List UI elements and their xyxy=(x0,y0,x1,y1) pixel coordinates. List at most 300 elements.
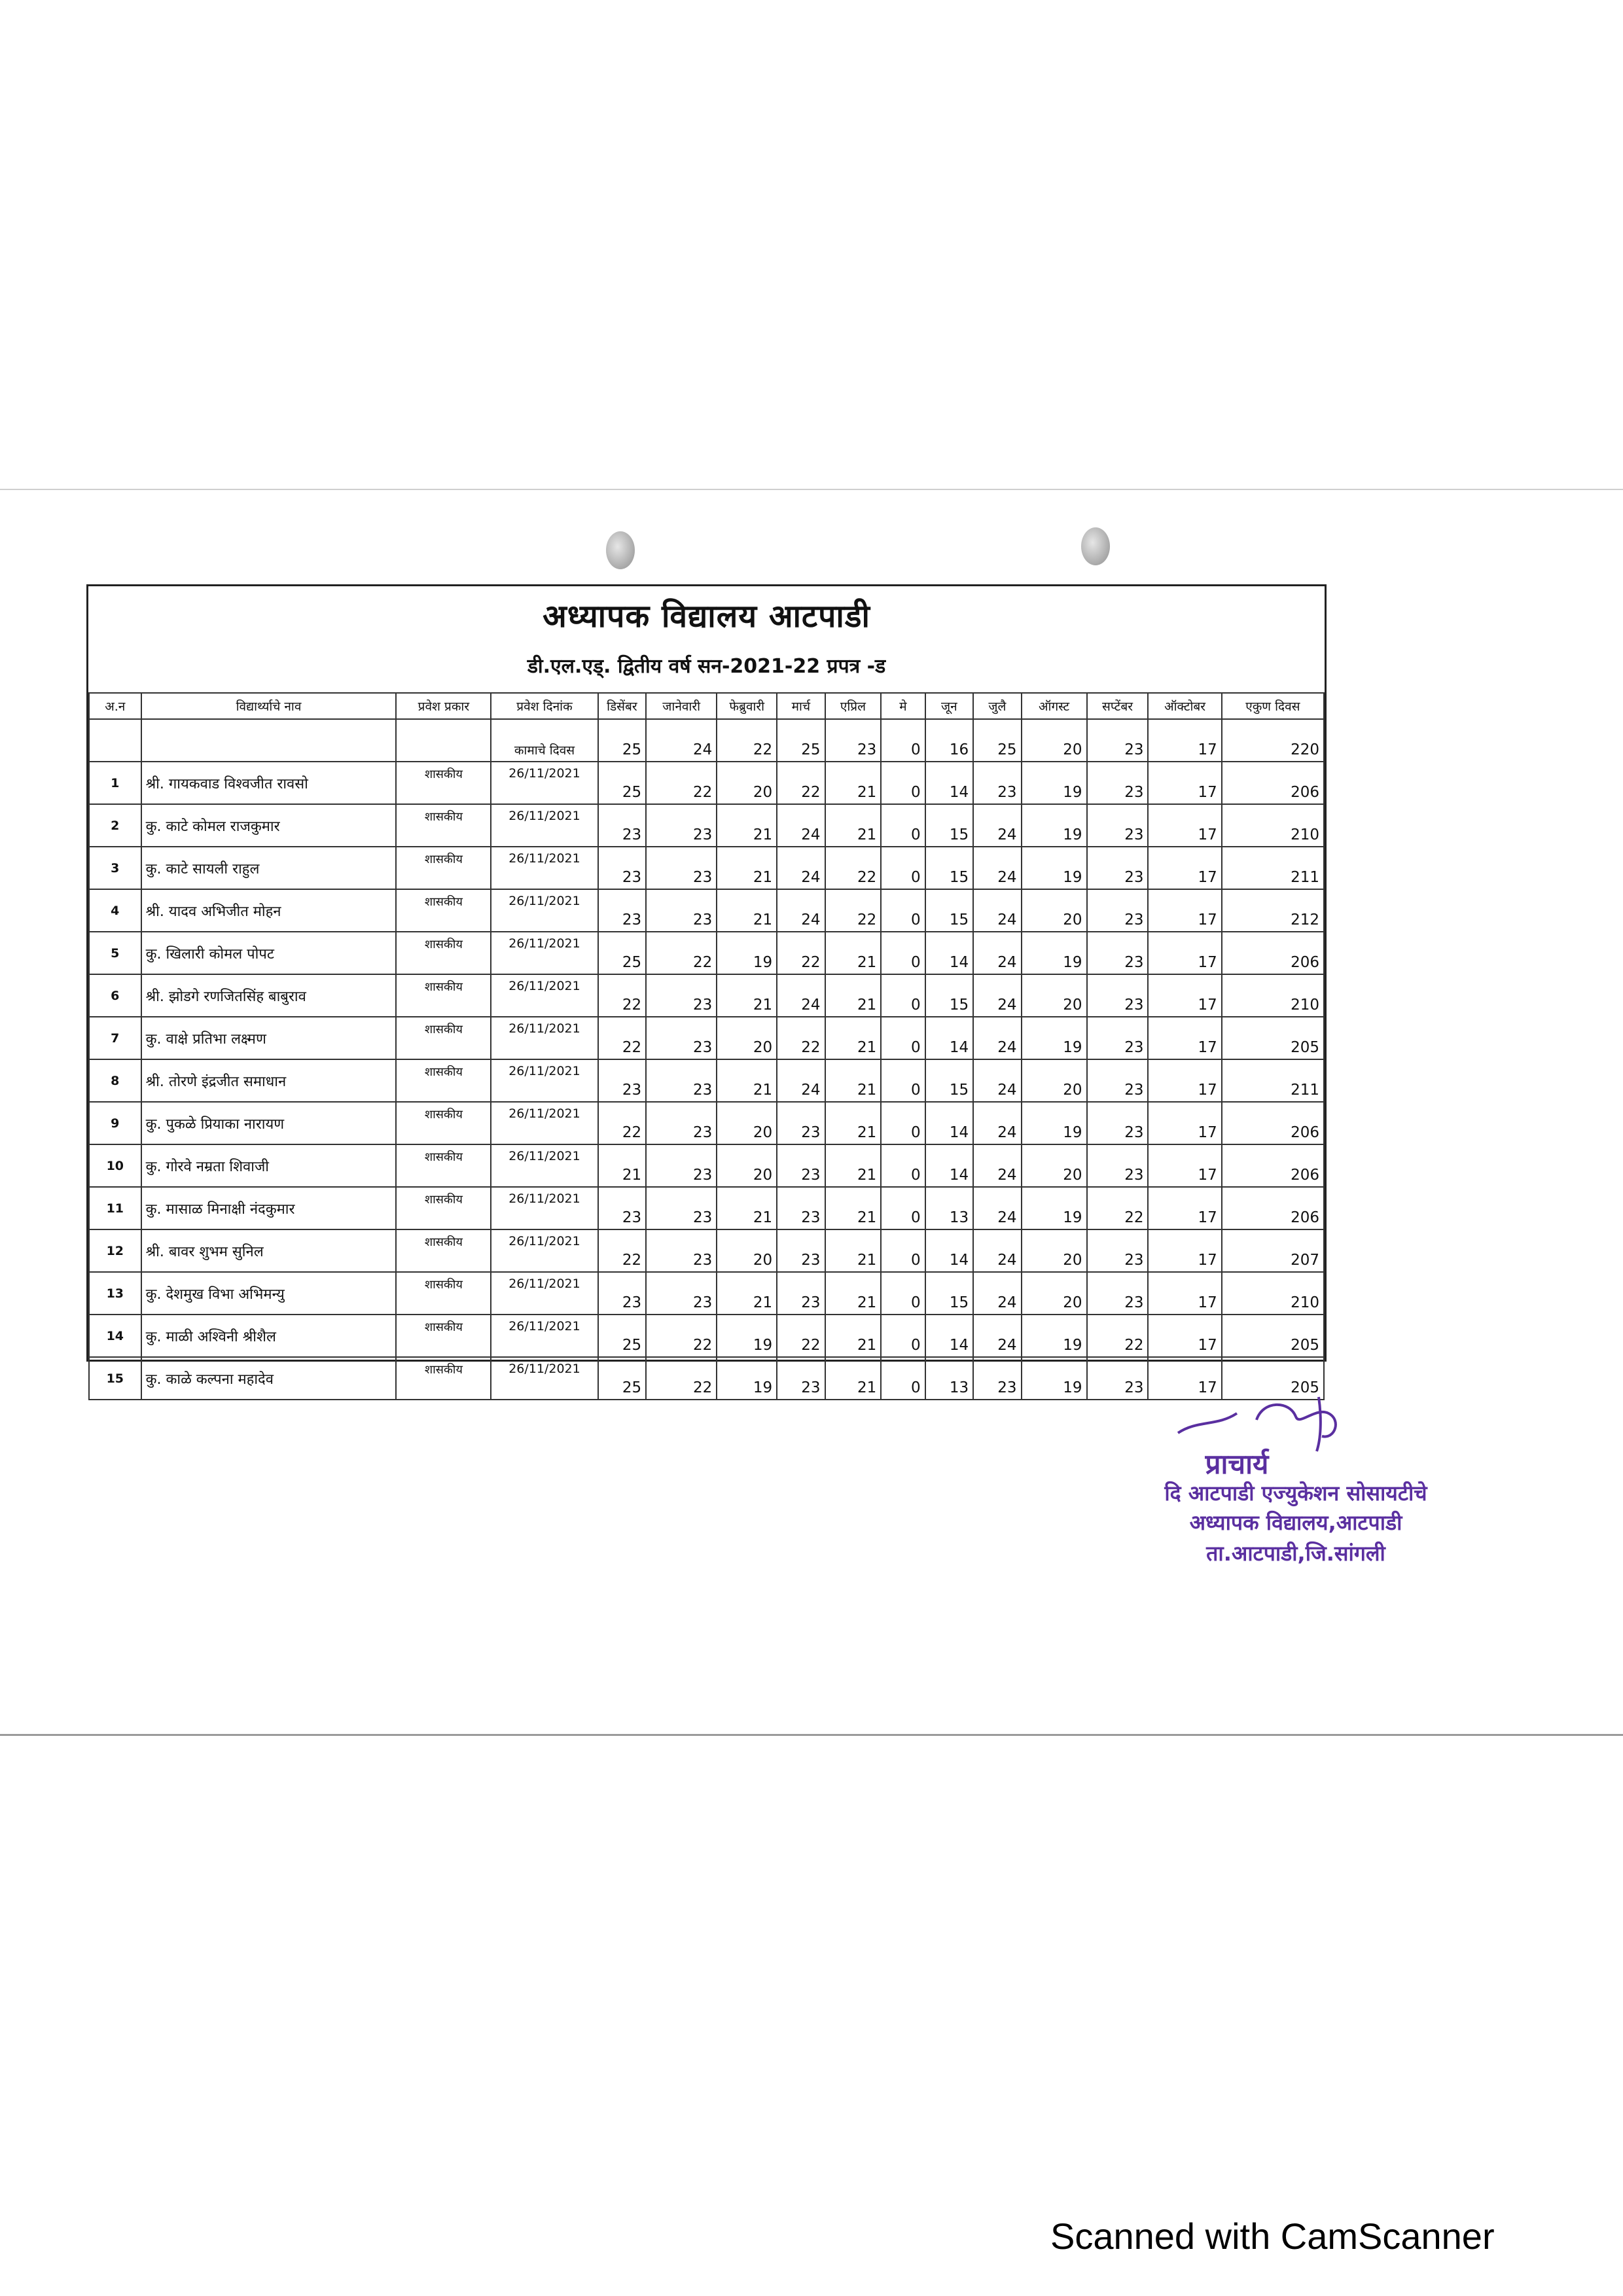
working-days-value: 220 xyxy=(1222,719,1324,762)
attendance-value: 23 xyxy=(646,1187,717,1229)
admission-type: शासकीय xyxy=(396,1357,491,1400)
attendance-value: 20 xyxy=(717,762,777,804)
table-row xyxy=(89,1102,1324,1144)
attendance-value: 20 xyxy=(1022,1229,1087,1272)
punch-hole-right xyxy=(1081,527,1110,565)
attendance-value: 23 xyxy=(646,889,717,932)
attendance-value: 14 xyxy=(925,1102,973,1144)
attendance-value: 23 xyxy=(777,1272,825,1315)
column-header: ऑक्टोबर xyxy=(1148,693,1221,719)
attendance-value: 17 xyxy=(1148,974,1221,1017)
attendance-value: 0 xyxy=(881,932,925,974)
attendance-value: 25 xyxy=(598,1357,646,1400)
working-days-value: 23 xyxy=(825,719,882,762)
attendance-value: 15 xyxy=(925,847,973,889)
attendance-value: 23 xyxy=(777,1144,825,1187)
admission-date: 26/11/2021 xyxy=(491,847,597,889)
attendance-value: 24 xyxy=(973,1315,1021,1357)
attendance-value: 14 xyxy=(925,1315,973,1357)
student-name: श्री. तोरणे इंद्रजीत समाधान xyxy=(141,1059,397,1102)
admission-type: शासकीय xyxy=(396,889,491,932)
serial-number: 5 xyxy=(89,932,141,974)
attendance-value: 17 xyxy=(1148,1102,1221,1144)
attendance-value: 24 xyxy=(973,932,1021,974)
attendance-value: 22 xyxy=(825,847,882,889)
column-header: जून xyxy=(925,693,973,719)
attendance-value: 13 xyxy=(925,1357,973,1400)
attendance-value: 19 xyxy=(1022,847,1087,889)
attendance-value: 23 xyxy=(1087,1272,1149,1315)
attendance-value: 17 xyxy=(1148,1144,1221,1187)
admission-date: 26/11/2021 xyxy=(491,804,597,847)
column-header: जुलै xyxy=(973,693,1021,719)
table-row xyxy=(89,1144,1324,1187)
table-row xyxy=(89,1229,1324,1272)
attendance-value: 0 xyxy=(881,762,925,804)
attendance-value: 24 xyxy=(973,1187,1021,1229)
admission-date: 26/11/2021 xyxy=(491,1102,597,1144)
column-header: एकुण दिवस xyxy=(1222,693,1324,719)
attendance-value: 210 xyxy=(1222,974,1324,1017)
attendance-value: 15 xyxy=(925,1059,973,1102)
attendance-value: 23 xyxy=(1087,1357,1149,1400)
attendance-value: 20 xyxy=(1022,1144,1087,1187)
attendance-value: 17 xyxy=(1148,1357,1221,1400)
admission-type: शासकीय xyxy=(396,1229,491,1272)
working-days-label: कामाचे दिवस xyxy=(491,719,597,762)
attendance-value: 23 xyxy=(646,847,717,889)
attendance-value: 19 xyxy=(717,1315,777,1357)
attendance-value: 23 xyxy=(973,762,1021,804)
serial-number: 6 xyxy=(89,974,141,1017)
attendance-value: 0 xyxy=(881,1059,925,1102)
attendance-value: 17 xyxy=(1148,1059,1221,1102)
table-row xyxy=(89,1187,1324,1229)
serial-number: 13 xyxy=(89,1272,141,1315)
column-header: अ.न xyxy=(89,693,141,719)
attendance-value: 24 xyxy=(777,1059,825,1102)
serial-number: 14 xyxy=(89,1315,141,1357)
admission-type: शासकीय xyxy=(396,1315,491,1357)
working-days-value: 16 xyxy=(925,719,973,762)
attendance-value: 206 xyxy=(1222,1144,1324,1187)
attendance-value: 22 xyxy=(598,974,646,1017)
column-header: मे xyxy=(881,693,925,719)
attendance-value: 24 xyxy=(973,974,1021,1017)
stamp-line-2: अध्यापक विद्यालय,आटपाडी xyxy=(1189,1510,1402,1535)
admission-date: 26/11/2021 xyxy=(491,1315,597,1357)
attendance-value: 22 xyxy=(598,1017,646,1059)
attendance-value: 22 xyxy=(777,1017,825,1059)
working-days-value: 22 xyxy=(717,719,777,762)
attendance-value: 205 xyxy=(1222,1315,1324,1357)
serial-number: 11 xyxy=(89,1187,141,1229)
table-row xyxy=(89,1059,1324,1102)
document-title: अध्यापक विद्यालय आटपाडी xyxy=(543,598,870,635)
attendance-value: 24 xyxy=(973,1229,1021,1272)
working-days-row xyxy=(89,719,1324,762)
student-name: कु. काटे कोमल राजकुमार xyxy=(141,804,397,847)
attendance-value: 23 xyxy=(1087,889,1149,932)
attendance-value: 0 xyxy=(881,889,925,932)
attendance-value: 15 xyxy=(925,804,973,847)
attendance-value: 21 xyxy=(717,1272,777,1315)
student-name: कु. काळे कल्पना महादेव xyxy=(141,1357,397,1400)
attendance-value: 23 xyxy=(777,1102,825,1144)
attendance-value: 0 xyxy=(881,974,925,1017)
admission-type: शासकीय xyxy=(396,974,491,1017)
student-name: कु. माळी अश्विनी श्रीशैल xyxy=(141,1315,397,1357)
attendance-value: 21 xyxy=(825,1357,882,1400)
attendance-value: 23 xyxy=(646,1229,717,1272)
attendance-value: 23 xyxy=(646,1272,717,1315)
attendance-value: 211 xyxy=(1222,1059,1324,1102)
attendance-value: 21 xyxy=(825,1272,882,1315)
scan-bottom-edge xyxy=(0,1734,1623,1736)
attendance-value: 14 xyxy=(925,762,973,804)
attendance-value: 23 xyxy=(598,804,646,847)
column-header: फेब्रुवारी xyxy=(717,693,777,719)
attendance-value: 23 xyxy=(1087,847,1149,889)
student-name: कु. खिलारी कोमल पोपट xyxy=(141,932,397,974)
attendance-value: 0 xyxy=(881,1229,925,1272)
attendance-value: 21 xyxy=(825,1102,882,1144)
table-row xyxy=(89,1315,1324,1357)
attendance-value: 17 xyxy=(1148,762,1221,804)
attendance-value: 25 xyxy=(598,762,646,804)
attendance-value: 23 xyxy=(598,1059,646,1102)
attendance-value: 23 xyxy=(646,1144,717,1187)
attendance-value: 20 xyxy=(717,1017,777,1059)
attendance-value: 22 xyxy=(646,1315,717,1357)
document-subtitle: डी.एल.एड्. द्वितीय वर्ष सन-2021-22 प्रपत्र -ड xyxy=(527,655,886,678)
attendance-value: 22 xyxy=(777,932,825,974)
admission-type: शासकीय xyxy=(396,1272,491,1315)
serial-cell xyxy=(89,719,141,762)
attendance-value: 22 xyxy=(1087,1315,1149,1357)
admission-type-cell xyxy=(396,719,491,762)
attendance-value: 15 xyxy=(925,889,973,932)
attendance-value: 23 xyxy=(1087,1059,1149,1102)
serial-number: 12 xyxy=(89,1229,141,1272)
attendance-value: 24 xyxy=(973,847,1021,889)
admission-date: 26/11/2021 xyxy=(491,1229,597,1272)
attendance-value: 23 xyxy=(1087,1229,1149,1272)
attendance-value: 24 xyxy=(777,804,825,847)
admission-date: 26/11/2021 xyxy=(491,762,597,804)
admission-date: 26/11/2021 xyxy=(491,1017,597,1059)
attendance-value: 0 xyxy=(881,1102,925,1144)
attendance-value: 22 xyxy=(598,1229,646,1272)
admission-date: 26/11/2021 xyxy=(491,974,597,1017)
stamp-line-1: दि आटपाडी एज्युकेशन सोसायटीचे xyxy=(1164,1481,1427,1506)
attendance-value: 21 xyxy=(717,847,777,889)
attendance-value: 0 xyxy=(881,1357,925,1400)
table-row xyxy=(89,932,1324,974)
attendance-value: 205 xyxy=(1222,1017,1324,1059)
attendance-value: 21 xyxy=(825,1059,882,1102)
stamp-line-3: ता.आटपाडी,जि.सांगली xyxy=(1206,1541,1385,1566)
attendance-value: 23 xyxy=(777,1229,825,1272)
serial-number: 7 xyxy=(89,1017,141,1059)
attendance-value: 20 xyxy=(717,1102,777,1144)
stamp-designation: प्राचार्य xyxy=(1205,1448,1269,1480)
admission-date: 26/11/2021 xyxy=(491,1357,597,1400)
student-name: कु. काटे सायली राहुल xyxy=(141,847,397,889)
admission-date: 26/11/2021 xyxy=(491,1059,597,1102)
working-days-value: 25 xyxy=(598,719,646,762)
working-days-value: 17 xyxy=(1148,719,1221,762)
serial-number: 8 xyxy=(89,1059,141,1102)
column-header: डिसेंबर xyxy=(598,693,646,719)
table-row xyxy=(89,804,1324,847)
attendance-value: 23 xyxy=(598,889,646,932)
admission-date: 26/11/2021 xyxy=(491,932,597,974)
attendance-value: 17 xyxy=(1148,1229,1221,1272)
attendance-value: 13 xyxy=(925,1187,973,1229)
student-name: कु. वाक्षे प्रतिभा लक्ष्मण xyxy=(141,1017,397,1059)
attendance-value: 210 xyxy=(1222,1272,1324,1315)
attendance-value: 23 xyxy=(646,1017,717,1059)
attendance-value: 20 xyxy=(1022,1059,1087,1102)
attendance-value: 17 xyxy=(1148,1272,1221,1315)
attendance-value: 23 xyxy=(1087,1144,1149,1187)
attendance-value: 23 xyxy=(1087,804,1149,847)
attendance-value: 21 xyxy=(598,1144,646,1187)
attendance-value: 212 xyxy=(1222,889,1324,932)
attendance-value: 15 xyxy=(925,974,973,1017)
attendance-value: 23 xyxy=(646,974,717,1017)
table-row xyxy=(89,889,1324,932)
attendance-value: 210 xyxy=(1222,804,1324,847)
attendance-value: 14 xyxy=(925,932,973,974)
attendance-value: 24 xyxy=(973,1059,1021,1102)
serial-number: 10 xyxy=(89,1144,141,1187)
column-header: विद्यार्थ्याचे नाव xyxy=(141,693,397,719)
attendance-value: 24 xyxy=(777,889,825,932)
attendance-value: 24 xyxy=(777,847,825,889)
serial-number: 1 xyxy=(89,762,141,804)
student-name: श्री. गायकवाड विश्वजीत रावसो xyxy=(141,762,397,804)
attendance-value: 24 xyxy=(973,1272,1021,1315)
attendance-value: 22 xyxy=(825,889,882,932)
working-days-value: 24 xyxy=(646,719,717,762)
attendance-value: 23 xyxy=(1087,1102,1149,1144)
attendance-value: 0 xyxy=(881,1272,925,1315)
attendance-value: 17 xyxy=(1148,1187,1221,1229)
attendance-value: 21 xyxy=(717,1059,777,1102)
attendance-value: 22 xyxy=(777,1315,825,1357)
attendance-value: 22 xyxy=(646,932,717,974)
attendance-value: 24 xyxy=(973,1144,1021,1187)
attendance-value: 206 xyxy=(1222,1102,1324,1144)
attendance-value: 23 xyxy=(777,1357,825,1400)
attendance-value: 205 xyxy=(1222,1357,1324,1400)
attendance-value: 25 xyxy=(598,932,646,974)
serial-number: 2 xyxy=(89,804,141,847)
column-header: सप्टेंबर xyxy=(1087,693,1149,719)
attendance-value: 19 xyxy=(1022,762,1087,804)
attendance-value: 23 xyxy=(598,847,646,889)
attendance-value: 23 xyxy=(1087,932,1149,974)
attendance-value: 19 xyxy=(1022,1187,1087,1229)
table-row xyxy=(89,1017,1324,1059)
attendance-value: 23 xyxy=(1087,1017,1149,1059)
attendance-value: 23 xyxy=(646,804,717,847)
attendance-value: 21 xyxy=(717,804,777,847)
attendance-value: 17 xyxy=(1148,1017,1221,1059)
attendance-value: 14 xyxy=(925,1229,973,1272)
table-row xyxy=(89,974,1324,1017)
attendance-value: 20 xyxy=(1022,889,1087,932)
attendance-value: 23 xyxy=(973,1357,1021,1400)
student-name: श्री. बावर शुभम सुनिल xyxy=(141,1229,397,1272)
attendance-value: 23 xyxy=(1087,762,1149,804)
attendance-value: 22 xyxy=(777,762,825,804)
attendance-value: 21 xyxy=(717,889,777,932)
admission-type: शासकीय xyxy=(396,1059,491,1102)
attendance-value: 207 xyxy=(1222,1229,1324,1272)
attendance-value: 24 xyxy=(973,1102,1021,1144)
attendance-value: 211 xyxy=(1222,847,1324,889)
attendance-value: 0 xyxy=(881,1017,925,1059)
student-name: कु. देशमुख विभा अभिमन्यु xyxy=(141,1272,397,1315)
attendance-value: 24 xyxy=(777,974,825,1017)
attendance-value: 206 xyxy=(1222,762,1324,804)
admission-date: 26/11/2021 xyxy=(491,1187,597,1229)
attendance-value: 206 xyxy=(1222,1187,1324,1229)
admission-type: शासकीय xyxy=(396,1102,491,1144)
table-row xyxy=(89,762,1324,804)
admission-type: शासकीय xyxy=(396,1144,491,1187)
admission-date: 26/11/2021 xyxy=(491,1272,597,1315)
column-header: प्रवेश प्रकार xyxy=(396,693,491,719)
attendance-value: 22 xyxy=(646,762,717,804)
admission-type: शासकीय xyxy=(396,1017,491,1059)
attendance-value: 19 xyxy=(717,1357,777,1400)
attendance-value: 24 xyxy=(973,889,1021,932)
attendance-value: 19 xyxy=(1022,1017,1087,1059)
admission-type: शासकीय xyxy=(396,804,491,847)
attendance-value: 17 xyxy=(1148,1315,1221,1357)
column-header: मार्च xyxy=(777,693,825,719)
column-header: जानेवारी xyxy=(646,693,717,719)
student-name: कु. पुकळे प्रियाका नारायण xyxy=(141,1102,397,1144)
attendance-value: 19 xyxy=(1022,1102,1087,1144)
attendance-value: 206 xyxy=(1222,932,1324,974)
attendance-value: 20 xyxy=(1022,1272,1087,1315)
attendance-value: 21 xyxy=(825,1144,882,1187)
table-row xyxy=(89,847,1324,889)
attendance-value: 23 xyxy=(598,1272,646,1315)
attendance-value: 0 xyxy=(881,804,925,847)
attendance-table xyxy=(88,692,1325,1400)
attendance-value: 21 xyxy=(825,762,882,804)
name-cell xyxy=(141,719,397,762)
attendance-value: 22 xyxy=(1087,1187,1149,1229)
student-name: कु. मासाळ मिनाक्षी नंदकुमार xyxy=(141,1187,397,1229)
admission-type: शासकीय xyxy=(396,1187,491,1229)
attendance-value: 14 xyxy=(925,1017,973,1059)
principal-signature xyxy=(1165,1394,1361,1453)
attendance-value: 14 xyxy=(925,1144,973,1187)
serial-number: 4 xyxy=(89,889,141,932)
attendance-value: 17 xyxy=(1148,847,1221,889)
attendance-value: 21 xyxy=(717,1187,777,1229)
working-days-value: 25 xyxy=(973,719,1021,762)
attendance-value: 21 xyxy=(825,932,882,974)
attendance-value: 24 xyxy=(973,1017,1021,1059)
attendance-value: 22 xyxy=(598,1102,646,1144)
attendance-value: 20 xyxy=(717,1144,777,1187)
serial-number: 9 xyxy=(89,1102,141,1144)
admission-type: शासकीय xyxy=(396,847,491,889)
column-header: ऑगस्ट xyxy=(1022,693,1087,719)
attendance-value: 20 xyxy=(1022,974,1087,1017)
admission-type: शासकीय xyxy=(396,762,491,804)
attendance-value: 15 xyxy=(925,1272,973,1315)
admission-date: 26/11/2021 xyxy=(491,889,597,932)
attendance-value: 17 xyxy=(1148,804,1221,847)
scan-top-edge xyxy=(0,489,1623,490)
attendance-value: 19 xyxy=(717,932,777,974)
attendance-value: 23 xyxy=(777,1187,825,1229)
attendance-value: 21 xyxy=(825,1315,882,1357)
attendance-value: 21 xyxy=(825,804,882,847)
attendance-value: 19 xyxy=(1022,1357,1087,1400)
principal-stamp xyxy=(1126,1394,1466,1590)
attendance-value: 24 xyxy=(973,804,1021,847)
attendance-value: 21 xyxy=(717,974,777,1017)
attendance-value: 23 xyxy=(646,1059,717,1102)
working-days-value: 25 xyxy=(777,719,825,762)
attendance-value: 23 xyxy=(598,1187,646,1229)
working-days-value: 0 xyxy=(881,719,925,762)
admission-date: 26/11/2021 xyxy=(491,1144,597,1187)
attendance-value: 0 xyxy=(881,1315,925,1357)
attendance-value: 17 xyxy=(1148,932,1221,974)
attendance-value: 0 xyxy=(881,1144,925,1187)
attendance-value: 20 xyxy=(717,1229,777,1272)
attendance-value: 21 xyxy=(825,1017,882,1059)
attendance-value: 23 xyxy=(646,1102,717,1144)
attendance-value: 19 xyxy=(1022,1315,1087,1357)
column-header: प्रवेश दिनांक xyxy=(491,693,597,719)
attendance-sheet xyxy=(86,584,1327,1396)
serial-number: 15 xyxy=(89,1357,141,1400)
working-days-value: 20 xyxy=(1022,719,1087,762)
attendance-value: 21 xyxy=(825,1187,882,1229)
attendance-value: 21 xyxy=(825,1229,882,1272)
serial-number: 3 xyxy=(89,847,141,889)
working-days-value: 23 xyxy=(1087,719,1149,762)
table-row xyxy=(89,1272,1324,1315)
student-name: कु. गोरवे नम्रता शिवाजी xyxy=(141,1144,397,1187)
student-name: श्री. यादव अभिजीत मोहन xyxy=(141,889,397,932)
attendance-value: 19 xyxy=(1022,932,1087,974)
scanner-watermark: Scanned with CamScanner xyxy=(1050,2216,1495,2257)
attendance-value: 0 xyxy=(881,1187,925,1229)
admission-type: शासकीय xyxy=(396,932,491,974)
attendance-value: 22 xyxy=(646,1357,717,1400)
attendance-value: 19 xyxy=(1022,804,1087,847)
attendance-value: 23 xyxy=(1087,974,1149,1017)
table-header-row xyxy=(89,693,1324,719)
attendance-value: 17 xyxy=(1148,889,1221,932)
attendance-value: 25 xyxy=(598,1315,646,1357)
student-name: श्री. झोडगे रणजितसिंह बाबुराव xyxy=(141,974,397,1017)
attendance-value: 21 xyxy=(825,974,882,1017)
